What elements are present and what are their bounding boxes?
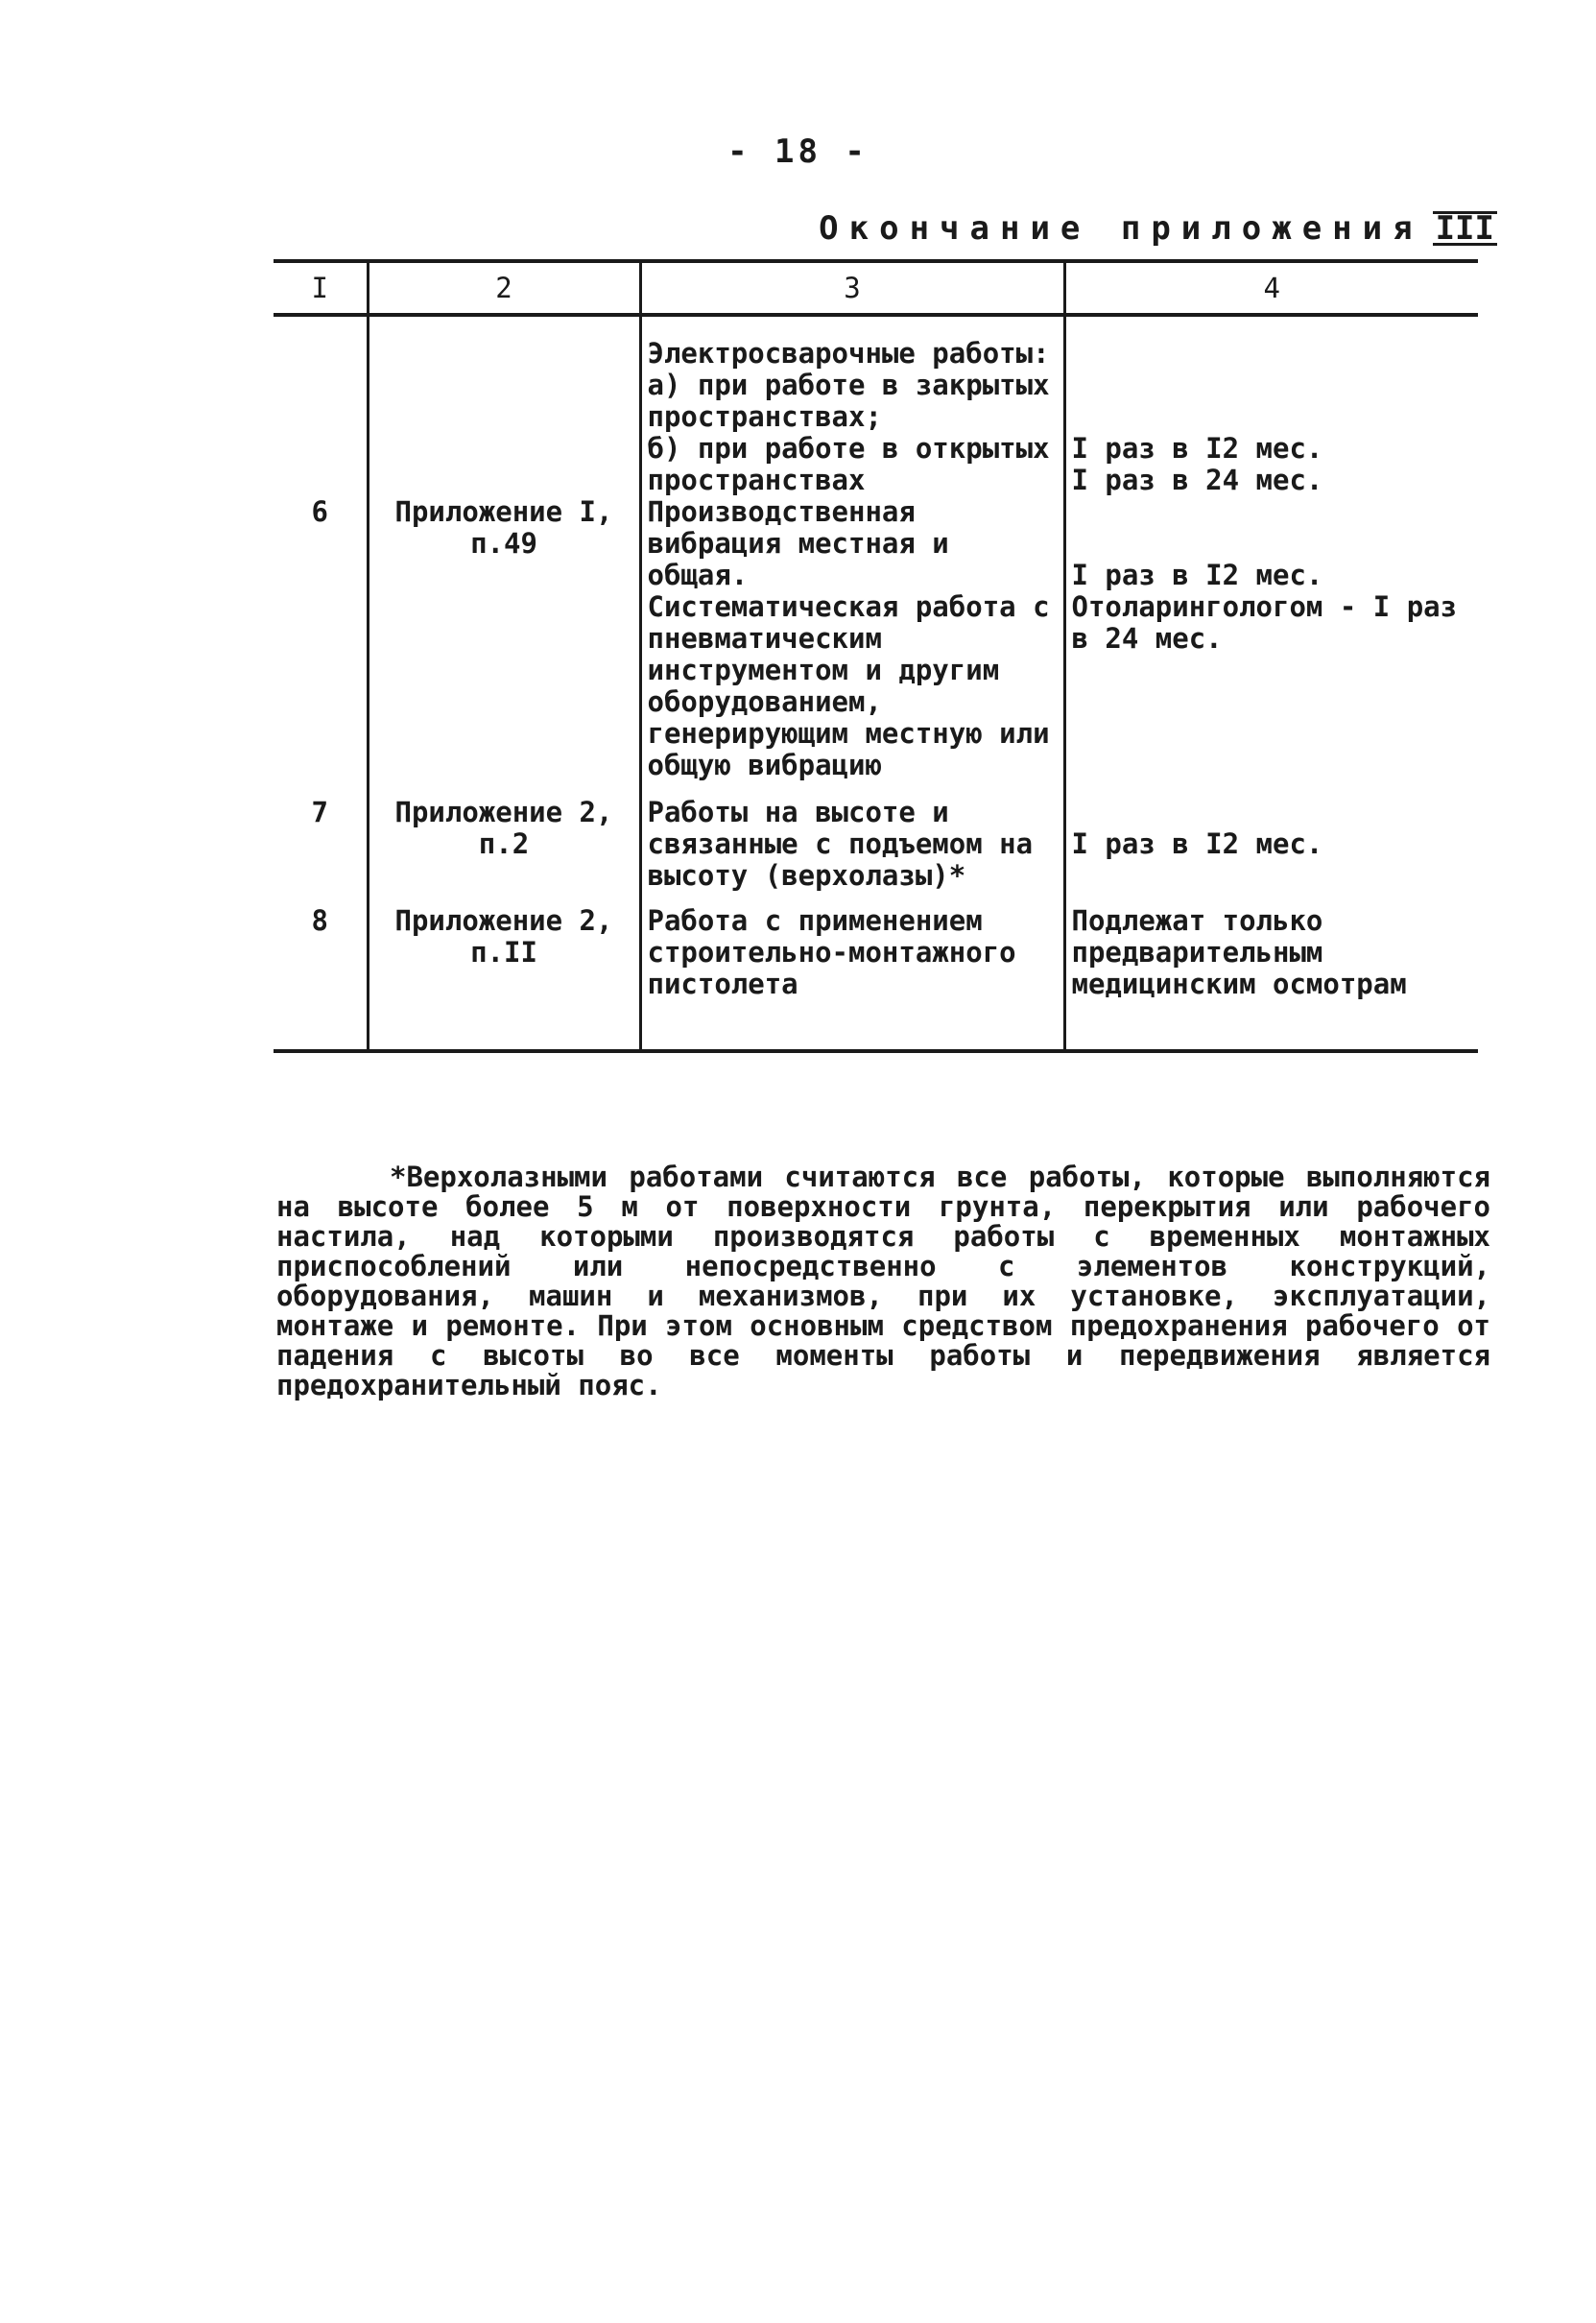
page-number: - 18 - xyxy=(727,132,869,171)
column-header-4: 4 xyxy=(1064,261,1478,315)
row-reference: Приложение 2, п.II xyxy=(368,892,640,1051)
table-row xyxy=(274,496,1478,781)
row-work-type: Производственная вибрация местная и общая. Систематическая работа с пневматическим инструментом и другим оборудованием, генерирующим местную или общую вибрацию xyxy=(640,496,1064,781)
row-periodicity xyxy=(1064,496,1478,781)
table-row xyxy=(274,781,1478,892)
row-number: 7 xyxy=(311,796,328,828)
table-row xyxy=(274,892,1478,1051)
heading-text: Окончание приложения xyxy=(819,209,1423,248)
periodicity-text: I раз в I2 мес. xyxy=(1071,827,1323,860)
appendix-heading xyxy=(662,209,1497,248)
row-number xyxy=(274,315,368,496)
table-row xyxy=(274,315,1478,496)
column-header-2: 2 xyxy=(368,261,640,315)
periodicity-text: I раз в I2 мес. I раз в 24 мес. xyxy=(1071,432,1323,496)
row-work-type: Электросварочные работы: а) при работе в закрытых пространствах; б) при работе в открытых пространствах xyxy=(640,315,1064,496)
row-periodicity xyxy=(1064,315,1478,496)
periodicity-text: I раз в I2 мес. Отоларингологом - I раз в 24 мес. xyxy=(1071,559,1458,655)
row-reference xyxy=(368,315,640,496)
table-header-row xyxy=(274,261,1478,315)
row-work-type: Работы на высоте и связанные с подъемом на высоту (верхолазы)* xyxy=(640,781,1064,892)
row-reference: Приложение 2, п.2 xyxy=(368,781,640,892)
heading-roman-numeral: III xyxy=(1433,211,1497,246)
column-header-3: 3 xyxy=(640,261,1064,315)
row-reference: Приложение I, п.49 xyxy=(368,496,640,781)
column-header-1: I xyxy=(274,261,368,315)
medical-exam-table xyxy=(274,259,1478,1053)
row-work-type: Работа с применением строительно-монтажного пистолета xyxy=(640,892,1064,1051)
row-periodicity xyxy=(1064,781,1478,892)
row-number: 6 xyxy=(311,495,328,528)
row-periodicity: Подлежат только предварительным медицинским осмотрам xyxy=(1064,892,1478,1051)
row-number: 8 xyxy=(274,892,368,1051)
footnote: *Верхолазными работами считаются все работы, которые выполняются на высоте более 5 м от поверхности грунта, перекрытия или рабочего настила, над которыми производятся работы с временных монтажных приспособлений или непосредственно с элементов конструкций, оборудования, машин и механизмов, при их установке, эксплуатации, монтаже и ремонте. При этом основным средством предохранения рабочего от падения с высоты во все моменты работы и передвижения является предохранительный пояс. xyxy=(276,1161,1490,1401)
